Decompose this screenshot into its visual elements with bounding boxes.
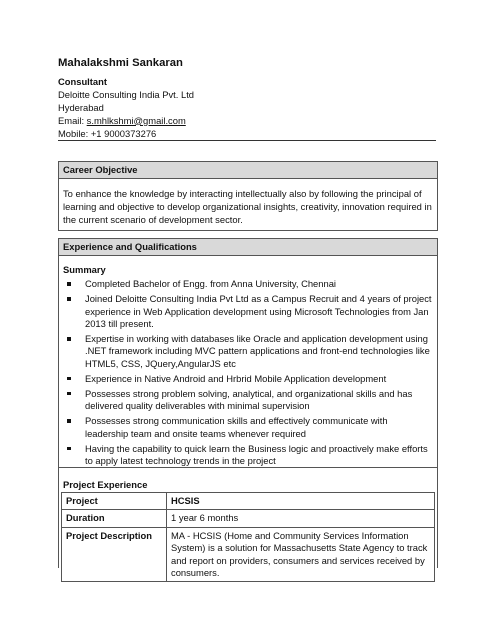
list-item: [63, 443, 433, 468]
experience-heading: Experience and Qualifications: [59, 238, 437, 256]
project-experience-heading: Project Experience: [63, 479, 148, 490]
list-item: [63, 293, 433, 330]
bullet-icon: [67, 297, 71, 301]
career-objective-section: [58, 161, 438, 231]
bullet-icon: [67, 392, 71, 396]
career-objective-heading: Career Objective: [59, 161, 437, 179]
bullet-icon: [67, 447, 71, 451]
list-item: [63, 278, 433, 290]
table-row: [62, 493, 435, 510]
email-line: [58, 114, 438, 127]
bullet-text: Completed Bachelor of Engg. from Anna University, Chennai: [85, 278, 336, 290]
duration-label: Duration: [62, 510, 167, 527]
header-divider: [58, 140, 436, 141]
bullet-text: Having the capability to quick learn the Business logic and proactively make efforts to apply latest technology trends in the project: [85, 442, 428, 467]
email-link[interactable]: s.mhlkshmi@gmail.com: [86, 114, 186, 126]
table-row: [62, 527, 435, 582]
summary-heading: Summary: [63, 264, 106, 275]
candidate-name: Mahalakshmi Sankaran: [58, 57, 183, 69]
project-description-label: Project Description: [62, 527, 167, 582]
project-table: [61, 492, 435, 582]
experience-divider: [59, 467, 437, 468]
mobile-line: Mobile: +1 9000373276: [58, 127, 157, 139]
bullet-icon: [67, 377, 71, 381]
summary-list: [63, 278, 433, 467]
resume-header: [58, 56, 438, 140]
project-value: HCSIS: [167, 493, 435, 510]
bullet-text: Expertise in working with databases like Oracle and application development using .NET framework including MVC pattern applications and front-end technologies like HTML5, CSS, JQuery,AngularJS etc: [85, 333, 430, 369]
list-item: [63, 373, 433, 385]
email-label: Email:: [58, 114, 87, 126]
table-row: [62, 510, 435, 527]
duration-value: 1 year 6 months: [167, 510, 435, 527]
career-objective-text: To enhance the knowledge by interacting intellectually also by following the principal of learning and objective to develop organizational insights, creativity, innovation required in the current scenario of development sector.: [63, 188, 432, 225]
experience-section: [58, 238, 438, 579]
bullet-text: Possesses strong problem solving, analytical, and organizational skills and has delivered quality deliverables with minimal supervision: [85, 387, 413, 412]
company-name: Deloitte Consulting India Pvt. Ltd: [58, 88, 195, 100]
city: Hyderabad: [58, 101, 104, 113]
bullet-icon: [67, 337, 71, 341]
bullet-text: Joined Deloitte Consulting India Pvt Ltd as a Campus Recruit and 4 years of project experience in Web Application development using Microsoft Technologies from Jan 2013 till present.: [85, 293, 432, 330]
list-item: [63, 388, 433, 413]
list-item: [63, 333, 433, 370]
project-label: Project: [62, 493, 167, 510]
bullet-text: Possesses strong communication skills and effectively communicate with leadership team and onsite teams whenever required: [85, 415, 388, 439]
job-title: Consultant: [58, 75, 107, 87]
bullet-icon: [67, 282, 71, 286]
list-item: [63, 415, 433, 440]
bullet-text: Experience in Native Android and Hrbrid Mobile Application development: [85, 372, 387, 384]
project-description-value: MA - HCSIS (Home and Community Services Information System) is a solution for Massachusetts State Agency to track and report on providers, consumers and services received by consumers.: [167, 527, 435, 582]
bullet-icon: [67, 419, 71, 423]
experience-body: [59, 256, 437, 467]
